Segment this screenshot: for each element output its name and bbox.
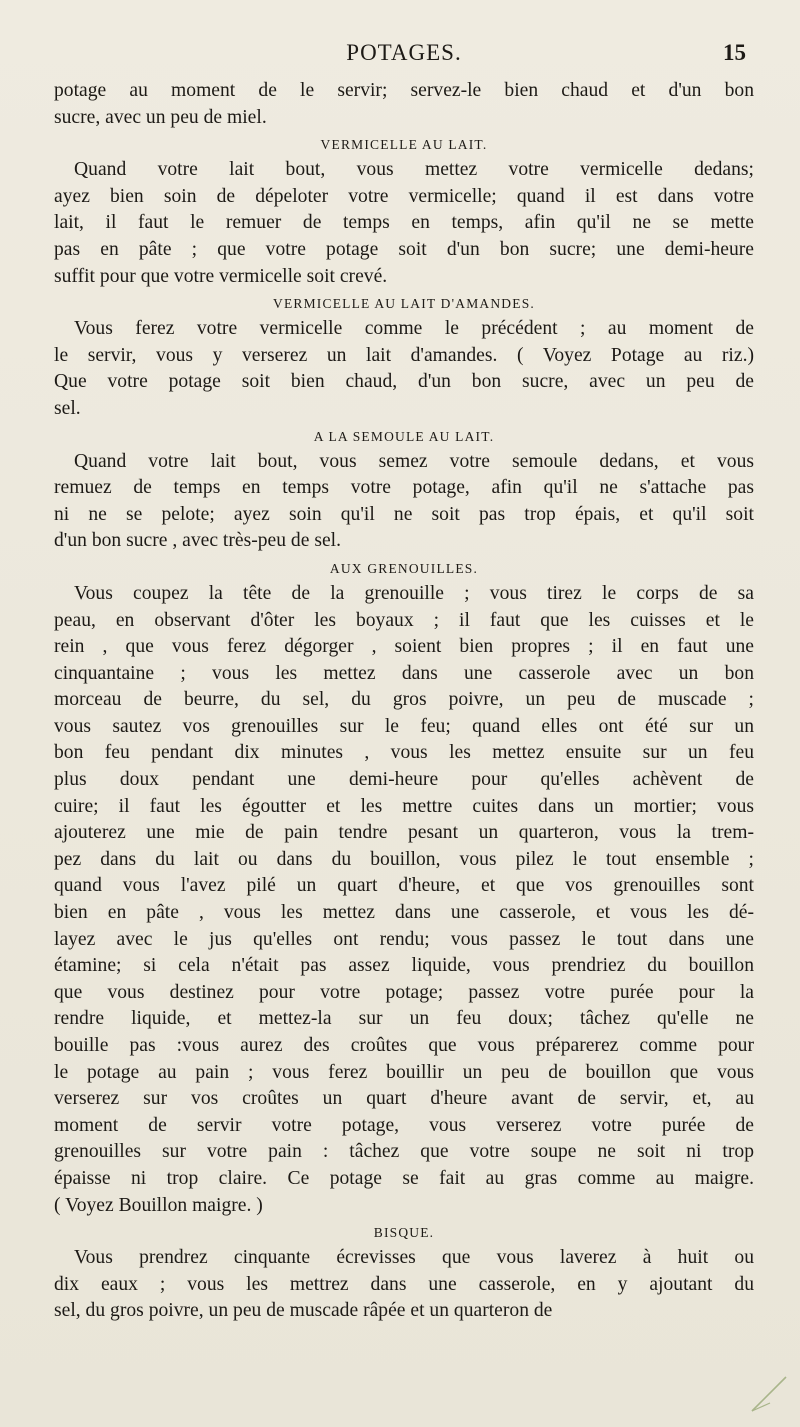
section-heading: VERMICELLE AU LAIT D'AMANDES.	[273, 296, 535, 312]
text-line: plus doux pendant une demi-heure pour qu'elles achèvent de	[54, 769, 754, 791]
section-paragraph	[54, 1245, 754, 1325]
text-line: que vous destinez pour votre potage; passez votre purée pour la	[54, 981, 754, 1003]
text-line: remuez de temps en temps votre potage, afin qu'il ne s'attache pas	[54, 477, 754, 499]
text-line: ayez bien soin de dépeloter votre vermicelle; quand il est dans votre	[54, 185, 754, 207]
text-line: étamine; si cela n'était pas assez liquide, vous prendriez du bouillon	[54, 955, 754, 977]
text-line: ajouterez une mie de pain tendre pesant un quarteron, vous la trem-	[54, 822, 754, 844]
text-line: potage au moment de le servir; servez-le bien chaud et d'un bon	[54, 80, 754, 101]
text-line: d'un bon sucre , avec très-peu de sel.	[54, 530, 341, 552]
body-text	[54, 78, 754, 1325]
text-line: bon feu pendant dix minutes , vous les mettez ensuite sur un feu	[54, 742, 754, 764]
section-paragraph	[54, 449, 754, 555]
section-paragraph	[54, 316, 754, 422]
text-line: quand vous l'avez pilé un quart d'heure, et que vos grenouilles sont	[54, 875, 754, 897]
text-line: Que votre potage soit bien chaud, d'un bon sucre, avec un peu de	[54, 371, 754, 393]
text-line: Quand votre lait bout, vous semez votre semoule dedans, et vous	[74, 450, 754, 472]
text-line: pez dans du lait ou dans du bouillon, vous pilez le tout ensemble ;	[54, 848, 754, 870]
page-number: 15	[723, 40, 746, 65]
text-line: sucre, avec un peu de miel.	[54, 106, 267, 128]
text-line: bouille pas :vous aurez des croûtes que vous préparerez comme pour	[54, 1035, 754, 1056]
text-line: cuire; il faut les égoutter et les mettre cuites dans un mortier; vous	[54, 795, 754, 817]
section-heading: BISQUE.	[373, 1225, 435, 1241]
section-heading: A LA SEMOULE AU LAIT.	[313, 428, 495, 444]
text-line: Vous coupez la tête de la grenouille ; vous tirez le corps de sa	[74, 582, 754, 604]
text-line: Vous prendrez cinquante écrevisses que vous laverez à huit ou	[74, 1247, 754, 1269]
text-line: ( Voyez Bouillon maigre. )	[54, 1194, 263, 1216]
text-line: bien en pâte , vous les mettez dans une casserole, et vous les dé-	[54, 902, 754, 924]
text-line: sel, du gros poivre, un peu de muscade râpée et un quarteron de	[54, 1300, 553, 1322]
section-paragraph	[54, 157, 754, 290]
running-head	[54, 40, 754, 74]
text-line: suffit pour que votre vermicelle soit crevé.	[54, 265, 388, 287]
text-line: vous sautez vos grenouilles sur le feu; quand elles ont été sur un	[54, 715, 754, 737]
text-line: ni ne se pelote; ayez soin qu'il ne soit pas trop épais, et qu'il soit	[54, 503, 754, 525]
text-line: morceau de beurre, du sel, du gros poivre, un peu de muscade ;	[54, 689, 754, 711]
text-line: lait, il faut le remuer de temps en temps, afin qu'il ne se mette	[54, 212, 754, 234]
text-line: sel.	[54, 397, 81, 419]
text-line: grenouilles sur votre pain : tâchez que votre soupe ne soit ni trop	[54, 1141, 754, 1163]
text-line: Vous ferez votre vermicelle comme le précédent ; au moment de	[74, 318, 754, 340]
section-heading: VERMICELLE AU LAIT.	[320, 137, 488, 153]
text-line: Quand votre lait bout, vous mettez votre vermicelle dedans;	[74, 159, 754, 181]
text-line: layez avec le jus qu'elles ont rendu; vous passez le tout dans une	[54, 928, 754, 950]
text-line: cinquantaine ; vous les mettez dans une casserole avec un bon	[54, 662, 754, 684]
text-line: dix eaux ; vous les mettrez dans une casserole, en y ajoutant du	[54, 1273, 754, 1295]
section-paragraph	[54, 78, 754, 131]
text-line: pas en pâte ; que votre potage soit d'un bon sucre; une demi-heure	[54, 238, 754, 260]
running-title: POTAGES.	[346, 40, 462, 65]
text-line: rendre liquide, et mettez-la sur un feu doux; tâchez qu'elle ne	[54, 1008, 754, 1030]
section-paragraph	[54, 581, 754, 1219]
pencil-mark-icon	[750, 1373, 790, 1413]
section-heading: AUX GRENOUILLES.	[329, 560, 479, 576]
text-line: moment de servir votre potage, vous verserez votre purée de	[54, 1114, 754, 1136]
text-line: le potage au pain ; vous ferez bouillir un peu de bouillon que vous	[54, 1061, 754, 1083]
text-line: verserez sur vos croûtes un quart d'heure avant de servir, et, au	[54, 1088, 754, 1110]
text-line: peau, en observant d'ôter les boyaux ; il faut que les cuisses et le	[54, 609, 754, 631]
text-line: le servir, vous y verserez un lait d'amandes. ( Voyez Potage au riz.)	[54, 344, 754, 366]
text-line: épaisse ni trop claire. Ce potage se fait au gras comme au maigre.	[54, 1167, 754, 1189]
text-line: rein , que vous ferez dégorger , soient bien propres ; il en faut une	[54, 636, 754, 658]
